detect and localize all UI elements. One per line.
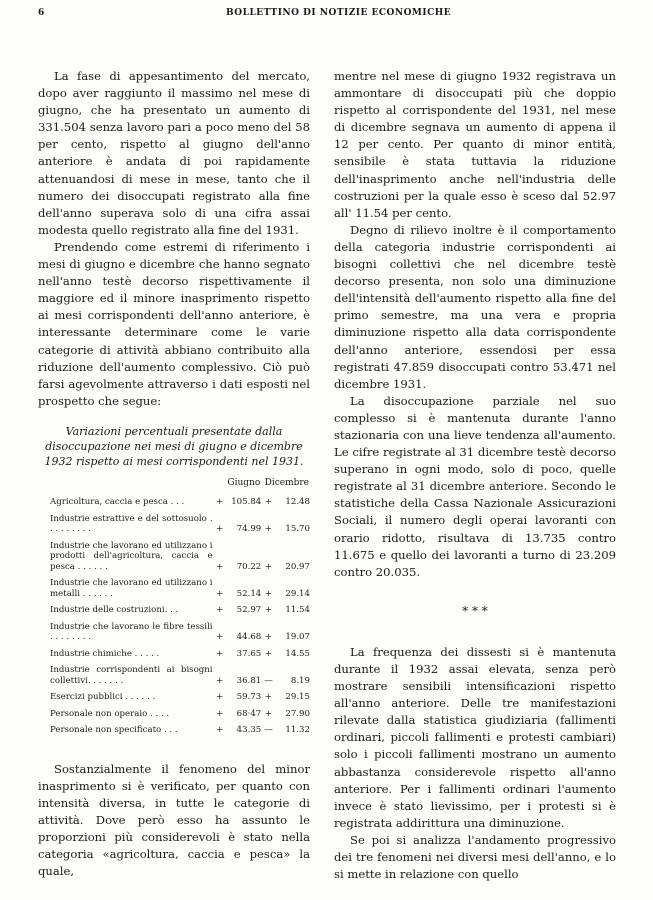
section-separator: * * * [462,603,488,618]
table-row [38,538,310,576]
dicembre-sign: + [264,588,272,599]
giugno-sign: + [216,524,224,535]
row-label: Industrie che lavorano ed utilizzano i metalli . . . . . . [50,578,213,599]
dicembre-sign: + [264,708,272,719]
giugno-sign: + [216,692,224,703]
variation-table [38,477,310,739]
table-caption: Variazioni percentuali presentate dalla disoccupazione nei mesi di giugno e dicembre 1932 rispetto ai mesi corrispondenti nel 1931. [44,424,304,468]
dicembre-value: 29.15 [285,692,310,703]
giugno-sign: + [216,561,224,572]
page-number: 6 [38,8,45,18]
paragraph: mentre nel mese di giugno 1932 registrava un ammontare di disoccupati più che doppio rispetto al corrispondente del 1931, nel mese di dicembre segnava un aumento di appena il 12 per cento. Per quanto di minor entità, sensibile è stata tuttavia la riduzione dell'inasprimento anche nell'industria delle costruzioni per la quale esso è sceso dal 52.97 all' 11.54 per cento. [334,69,616,220]
left-column [38,68,310,881]
dicembre-value: 15.70 [285,524,310,535]
dicembre-value: 14.55 [285,648,310,659]
dicembre-value: 29.14 [285,588,310,599]
table-row [38,494,310,511]
giugno-sign: + [216,675,224,686]
table-row [38,706,310,723]
dicembre-value: 19.07 [285,632,310,643]
dicembre-value: 11.54 [285,605,310,616]
giugno-value: 44.68 [236,632,262,643]
dicembre-sign: + [264,632,272,643]
giugno-value: 37.65 [236,648,262,659]
row-label: Industrie delle costruzioni. . . [50,605,179,616]
paragraph: Se poi si analizza l'andamento progressivo dei tre fenomeni nei diversi mesi dell'anno, e lo si mette in relazione con quello [334,832,616,882]
dicembre-sign: — [264,675,273,686]
paragraph: La fase di appesantimento del mercato, dopo aver raggiunto il massimo nel mese di giugno, che ha presentato un aumento di 331.504 senza lavoro pari a poco meno del 58 per cento, rispetto al giugno dell'anno anteriore è andata di poi rapidamente attenuandosi di mese in mese, tanto che il numero dei disoccupati registrato alla fine dell'anno superava solo di una cifra assai modesta quello registrato alla fine del 1931. [38,69,310,237]
row-label: Industrie estrattive e del sottosuolo . . . . . . . . . [50,513,213,535]
row-label: Esercizi pubblici . . . . . . [50,692,156,703]
paragraph: Degno di rilievo inoltre è il comportamento della categoria industrie corrispondenti ai bisogni collettivi che nel dicembre testè decorso presenta, non solo una diminuzione dell'intensità dell'aumento rispetto alla fine del primo semestre, ma una vera e propria diminuzione rispetto alla data corrispondente dell'anno anteriore, essendosi per essa registrati 47.859 disoccupati contro 53.471 nel dicembre 1931. [334,222,616,391]
table-row [38,511,310,538]
giugno-value: 70.22 [236,561,262,572]
row-label: Industrie corrispondenti ai bisogni collettivi. . . . . . . [50,665,213,686]
dicembre-sign: + [264,692,272,703]
row-label: Industrie che lavorano le fibre tessili . . . . . . . . [50,621,213,643]
row-label: Industrie chimiche . . . . . [50,648,160,659]
paragraph: Sostanzialmente il fenomeno del minor inasprimento si è verificato, per quanto con intensità diversa, in tutte le categorie di attività. Dove però esso ha assunto le proporzioni più considerevoli è stato nella categoria «agricoltura, caccia e pesca» la quale, [38,761,310,879]
table-row [38,722,310,739]
dicembre-sign: + [264,605,272,616]
giugno-value: 59.73 [236,692,262,703]
giugno-sign: + [216,605,224,616]
dicembre-value: 12.48 [285,497,310,508]
dicembre-sign: + [264,524,272,535]
giugno-value: 52.97 [236,605,262,616]
running-header: BOLLETTINO DI NOTIZIE ECONOMICHE [226,8,452,18]
col-header-dicembre: Dicembre [264,477,309,488]
row-label: Personale non specificato . . . [50,725,178,736]
giugno-value: 36.81 [236,675,262,686]
dicembre-value: 11.32 [285,725,310,736]
row-label: Personale non operaio . . . . [50,708,170,719]
dicembre-value: 8.19 [290,675,310,686]
giugno-value: 68·47 [236,708,262,719]
giugno-value: 52.14 [236,588,262,599]
row-label: Industrie che lavorano ed utilizzano i prodotti dell'agricoltura, caccia e pesca . . . . . . [50,540,213,572]
table-row [38,575,310,602]
col-header-giugno: Giugno [227,477,261,488]
table-row [38,662,310,689]
paragraph: La frequenza dei dissesti si è mantenuta durante il 1932 assai elevata, senza però mostrare sensibili intensificazioni rispetto all'anno anteriore. Delle tre manifestazioni rilevate dalla statistica giudiziaria (fallimenti ordinari, piccoli fallimenti e protesti cambiari) solo i piccoli fallimenti mostrano un aumento abbastanza considerevole rispetto all'anno anteriore. Per i fallimenti ordinari l'aumento invece è stato lievissimo, per i protesti si è registrata addirittura una diminuzione. [334,644,616,830]
dicembre-sign: — [264,725,273,736]
table-row [38,619,310,646]
giugno-sign: + [216,497,224,508]
dicembre-sign: + [264,497,272,508]
table-row [38,689,310,706]
dicembre-sign: + [264,561,272,572]
table-row [38,602,310,619]
table-row [38,646,310,663]
giugno-sign: + [216,648,224,659]
giugno-sign: + [216,588,224,599]
right-column [334,68,616,883]
giugno-sign: + [216,708,224,719]
giugno-sign: + [216,632,224,643]
giugno-value: 105.84 [231,497,262,508]
giugno-value: 43.35 [236,725,262,736]
giugno-sign: + [216,725,224,736]
paragraph: Prendendo come estremi di riferimento i mesi di giugno e dicembre che hanno segnato nell'anno testè decorso rispettivamente il maggiore ed il minore inasprimento rispetto ai mesi corrispondenti dell'anno anteriore, è interessante determinare come le varie categorie di attività abbiano contribuito alla riduzione dell'aumento complessivo. Ciò può farsi agevolmente attraverso i dati esposti nel prospetto che segue: [38,239,310,408]
dicembre-value: 27.90 [285,708,310,719]
paragraph: La disoccupazione parziale nel suo complesso si è mantenuta durante l'anno stazionaria con una lieve tendenza all'aumento. Le cifre registrate al 31 dicembre testè decorso superano in ogni modo, solo di poco, quelle registrate al 31 dicembre anteriore. Secondo le statistiche della Cassa Nazionale Assicurazioni Sociali, il numero degli operai lavoranti con orario ridotto, risultava di 13.735 contro 11.675 e quello dei lavoranti a turno di 23.209 contro 20.035. [334,393,616,579]
row-label: Agricoltura, caccia e pesca . . . [50,497,185,508]
dicembre-sign: + [264,648,272,659]
giugno-value: 74.99 [236,524,262,535]
dicembre-value: 20.97 [285,561,310,572]
